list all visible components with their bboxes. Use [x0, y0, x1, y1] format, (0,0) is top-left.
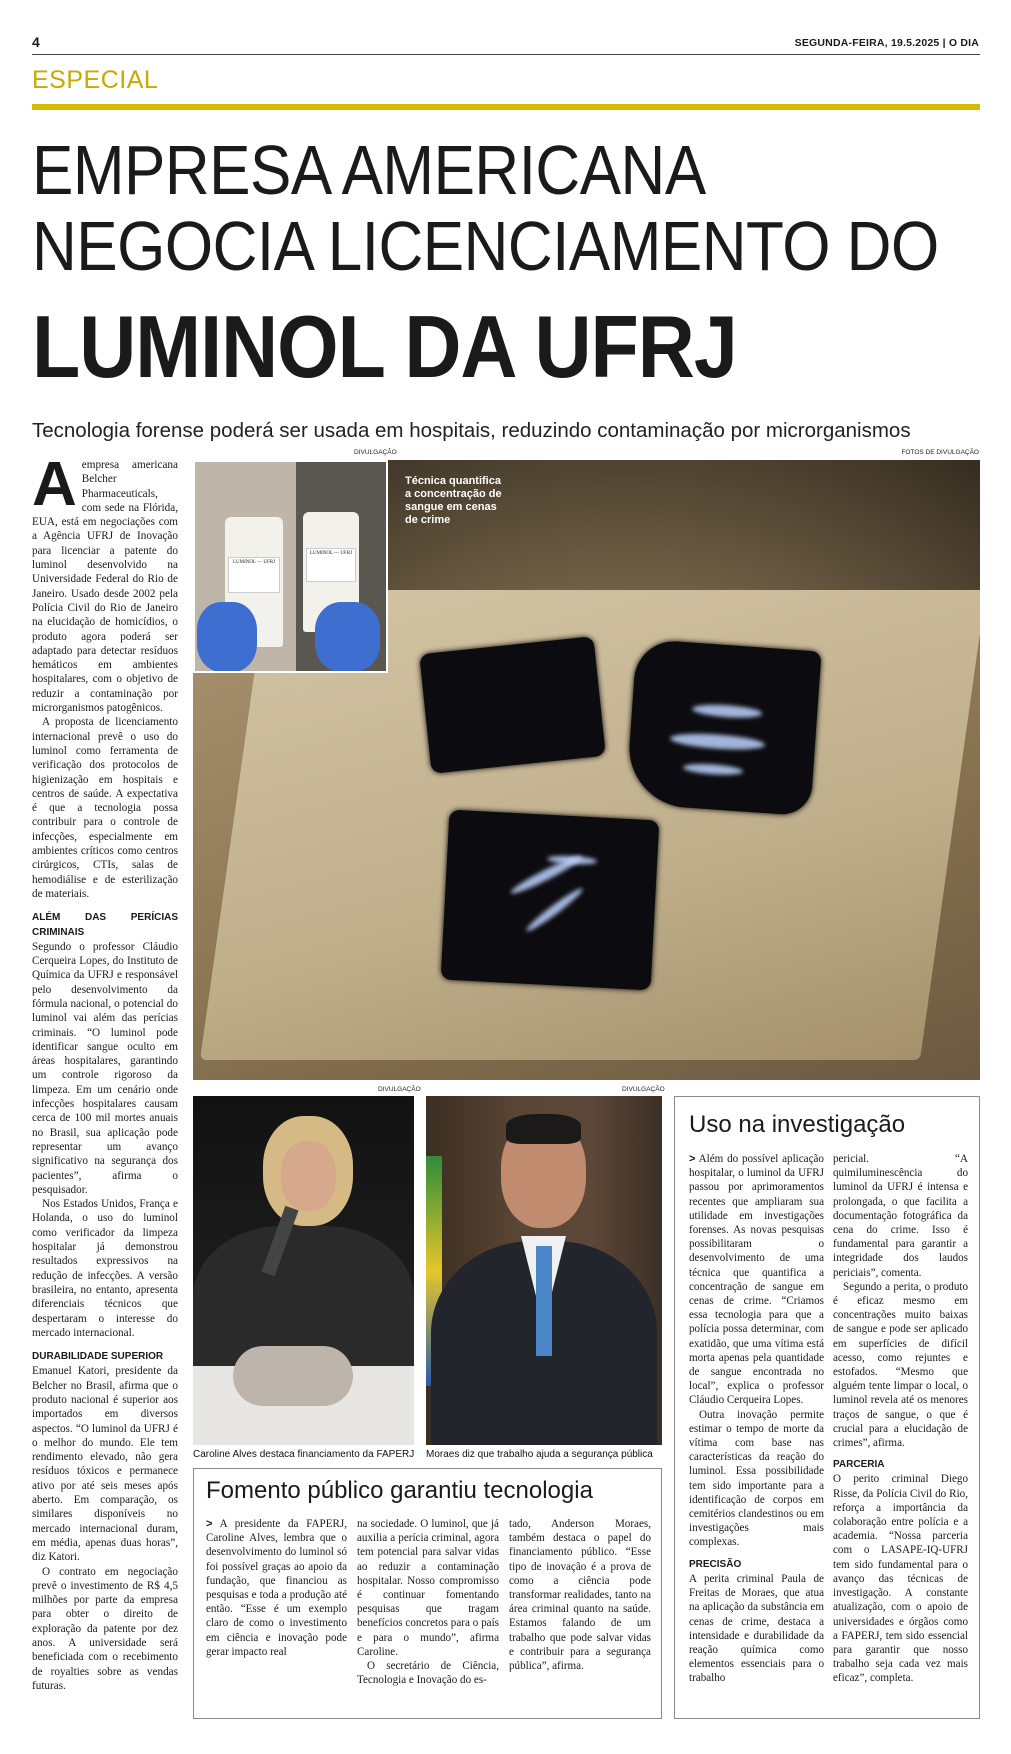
photo-moraes: [426, 1096, 662, 1445]
bullet-marker: >: [206, 1518, 213, 1530]
drop-cap: A: [32, 450, 77, 519]
inset-photo-bottles: [193, 460, 388, 673]
fomento-text-2: na sociedade. O luminol, que já auxilia a perícia criminal, agora tem potencial para salvar vidas ao reduzir a contaminação hospitalar. Nosso compromisso é continuar fomentando pesquisas que tragam benefícios concretos para o país e para o mundo”, afirma Caroline.: [357, 1518, 499, 1658]
article-subhead-1: ALÉM DAS PERÍCIAS CRIMINAIS: [32, 912, 178, 938]
headline-line-2: NEGOCIA LICENCIAMENTO DO: [32, 208, 939, 286]
luminescence: [692, 703, 763, 720]
headline-line-1: EMPRESA AMERICANA: [32, 132, 706, 210]
uso-text-6: O perito criminal Diego Risse, da Polícia Civil do Rio, reforça a importância da colaboração entre polícia e a academia. “Nossa parceria com o LASAPE-IQ-UFRJ tem sido fundamental para o avanço das técnicas de investigação. A constante atualização, com o apoio de universidades e órgãos como a FAPERJ, tem sido essencial para garantir que nosso trabalho seja cada vez mais eficaz”, completa.: [833, 1473, 968, 1685]
section-rule: [32, 104, 980, 110]
uso-text-1: Além do possível aplicação hospitalar, o luminol da UFRJ passou por aprimoramentos recentes que ampliaram sua utilidade em investigações forenses. As novas pesquisas possibilitaram o desenvolvimento de uma técnica que quantifica a concentração de sangue em cenas de crime. “Criamos essa tecnologia para que a polícia possa determinar, com exatidão, que uma vítima está morta apenas pela quantidade de sangue encontrada no local”, explica o professor Cláudio Cerqueira Lopes.: [689, 1153, 824, 1407]
article-paragraph-6: O contrato em negociação prevê o investimento de R$ 4,5 milhões por parte da empresa para obter o direito de exploração da patente por dez anos. A universidade será beneficiada com o recebimento de royalties sobre as vendas futuras.: [32, 1565, 178, 1692]
luminescence: [524, 885, 585, 934]
uso-text-2: Outra inovação permite estimar o tempo de morte da vítima com base nas características da reação do luminol. Essa possibilidade tem sido importante para a identificação de corpos em cemitérios clandestinos ou em investigações mais complexas.: [689, 1408, 824, 1549]
fomento-text-3: tado, Anderson Moraes, também destaca o papel do financiamento público. “Esse tipo de inovação é a prova de como a ciência pode transformar realidades, tanto na área criminal quanto na saúde. Estamos falando de um trabalho que pode salvar vidas e contribuir para a segurança pública”, afirma.: [509, 1518, 651, 1673]
fomento-col-1: [206, 1517, 347, 1659]
photo-caroline-credit: DIVULGAÇÃO: [378, 1086, 421, 1093]
uso-box: [674, 1096, 980, 1719]
uso-text-4: pericial. “A quimiluminescência do luminol da UFRJ é intensa e prolongada, o que facilita a documentação fotográfica da cena do crime. Isso é fundamental para garantir a integridade dos laudos periciais”, comenta.: [833, 1153, 968, 1279]
photo-moraes-caption: Moraes diz que trabalho ajuda a segurança pública: [426, 1449, 653, 1460]
uso-col-2: [833, 1152, 968, 1686]
article-paragraph-2: A proposta de licenciamento internacional prevê o uso do luminol como ferramenta de verificação dos protocolos de higienização em hospitais e centros de saúde. A expectativa é que a tecnologia possa contribuir para o controle de infecções, especialmente em ambientes críticos como centros cirúrgicos, CTIs, salas de hemodiálise e de esterilização de materiais.: [32, 716, 178, 900]
bullet-marker: >: [689, 1153, 696, 1165]
face: [281, 1141, 336, 1211]
main-photo-credit: FOTOS DE DIVULGAÇÃO: [901, 449, 979, 456]
fomento-text-2b: O secretário de Ciência, Tecnologia e Inovação do es-: [357, 1660, 499, 1687]
legs: [233, 1346, 353, 1406]
uso-text-3: A perita criminal Paula de Freitas de Moraes, que atua na aplicação da substância em cenas de crime, destaca a intensidade e durabilidade da reação química como elementos essenciais para o trabalho: [689, 1572, 824, 1685]
luminescence: [683, 762, 744, 776]
blue-glove: [315, 602, 380, 672]
hair: [506, 1114, 581, 1144]
article-subhead-2: DURABILIDADE SUPERIOR: [32, 1351, 164, 1363]
sample-swatch: [419, 636, 606, 774]
fomento-title: Fomento público garantiu tecnologia: [206, 1477, 593, 1504]
uso-col-1: [689, 1152, 824, 1686]
article-paragraph-4: Nos Estados Unidos, França e Holanda, o uso do luminol como verificador da limpeza hospitalar já demonstrou resultados expressivos na redução de infecções. A versão brasileira, no entanto, apresenta diferenciais técnicos que despertaram o interesse do mercado internacional.: [32, 1198, 178, 1339]
page-number: 4: [32, 34, 40, 50]
uso-subhead-1: PRECISÃO: [689, 1558, 742, 1570]
headline-line-3: LUMINOL DA UFRJ: [32, 296, 737, 397]
bottle-label: LUMINOL — UFRJ: [306, 548, 356, 582]
uso-paragraph-1: [689, 1152, 824, 1408]
subtitle: Tecnologia forense poderá ser usada em hospitais, reduzindo contaminação por microrganismos: [32, 419, 911, 442]
main-photo-caption: Técnica quantifica a concentração de sangue em cenas de crime: [405, 475, 502, 526]
main-photo: [193, 460, 980, 1080]
article-paragraph-1: empresa americana Belcher Pharmaceuticals, com sede na Flórida, EUA, está em negociações com a Agência UFRJ de Inovação para licenciar a patente do luminol desenvolvido na Universidade Federal do Rio de Janeiro. Usado desde 2002 pela Polícia Civil do Rio de Janeiro na elucidação de homicídios, o produto agora poderá ser adaptado para detectar resíduos hemáticos em ambientes hospitalares, com o objetivo de reduzir a contaminação por microrganismos patogênicos.: [32, 459, 178, 715]
tie: [536, 1246, 552, 1356]
article-paragraph: [32, 450, 178, 715]
sample-swatch: [625, 639, 821, 817]
bottle-label: LUMINOL — UFRJ: [228, 557, 280, 593]
blue-glove: [197, 602, 257, 672]
luminescence: [670, 731, 766, 752]
fomento-col-3: [509, 1517, 651, 1673]
uso-text-5: Segundo a perita, o produto é eficaz mesmo em concentrações muito baixas de sangue e pode ser aplicado em superfícies de difícil acesso, como rejuntes e estofados. “Mesmo que alguém tente limpar o local, o luminol revela até os menores traços de sangue, o que é crucial para a elucidação de crimes”, afirma.: [833, 1280, 968, 1450]
fomento-box: [193, 1468, 662, 1719]
section-label: ESPECIAL: [32, 66, 159, 94]
article-paragraph-5: Emanuel Katori, presidente da Belcher no Brasil, afirma que o produto nacional é superior aos importados em diversos aspectos. “O luminol da UFRJ é o melhor do mundo. Ele tem rendimento elevado, não gera resíduos tóxicos e permanece ativo por até seis meses após aberto. Em comparação, os similares disponíveis no mercado internacional duram, em média, apenas duas horas”, diz Katori.: [32, 1365, 178, 1564]
photo-moraes-credit: DIVULGAÇÃO: [622, 1086, 665, 1093]
photo-caroline: [193, 1096, 414, 1445]
uso-subhead-2: PARCERIA: [833, 1459, 885, 1471]
photo-caroline-caption: Caroline Alves destaca financiamento da FAPERJ: [193, 1449, 415, 1460]
fomento-paragraph-1: [206, 1517, 347, 1659]
inset-photo-credit: DIVULGAÇÃO: [354, 449, 397, 456]
fomento-col-2: [357, 1517, 499, 1687]
sample-swatch: [441, 810, 660, 991]
article-paragraph-3: Segundo o professor Cláudio Cerqueira Lopes, do Instituto de Química da UFRJ e responsável pelo desenvolvimento da fórmula nacional, o potencial do luminol vai além das perícias criminais. “O luminol pode identificar sangue oculto em áreas hospitalares, garantindo um controle rigoroso da limpeza. Em um cenário onde infecções hospitalares causam cerca de 100 mil mortes anuais no Brasil, sua aplicação pode representar um avanço significativo na segurança dos pacientes”, afirma o pesquisador.: [32, 940, 178, 1196]
top-divider: [32, 54, 980, 55]
date-line: SEGUNDA-FEIRA, 19.5.2025 | O DIA: [794, 37, 979, 49]
article-column: [32, 450, 178, 1693]
fomento-text-1: A presidente da FAPERJ, Caroline Alves, lembra que o desenvolvimento do luminol só foi possível graças ao apoio da fundação, que financiou as pesquisas e toda a produção até então. “Esse é um exemplo claro de como o investimento em ciência e inovação pode gerar impacto real: [206, 1518, 347, 1658]
uso-title: Uso na investigação: [689, 1111, 906, 1138]
